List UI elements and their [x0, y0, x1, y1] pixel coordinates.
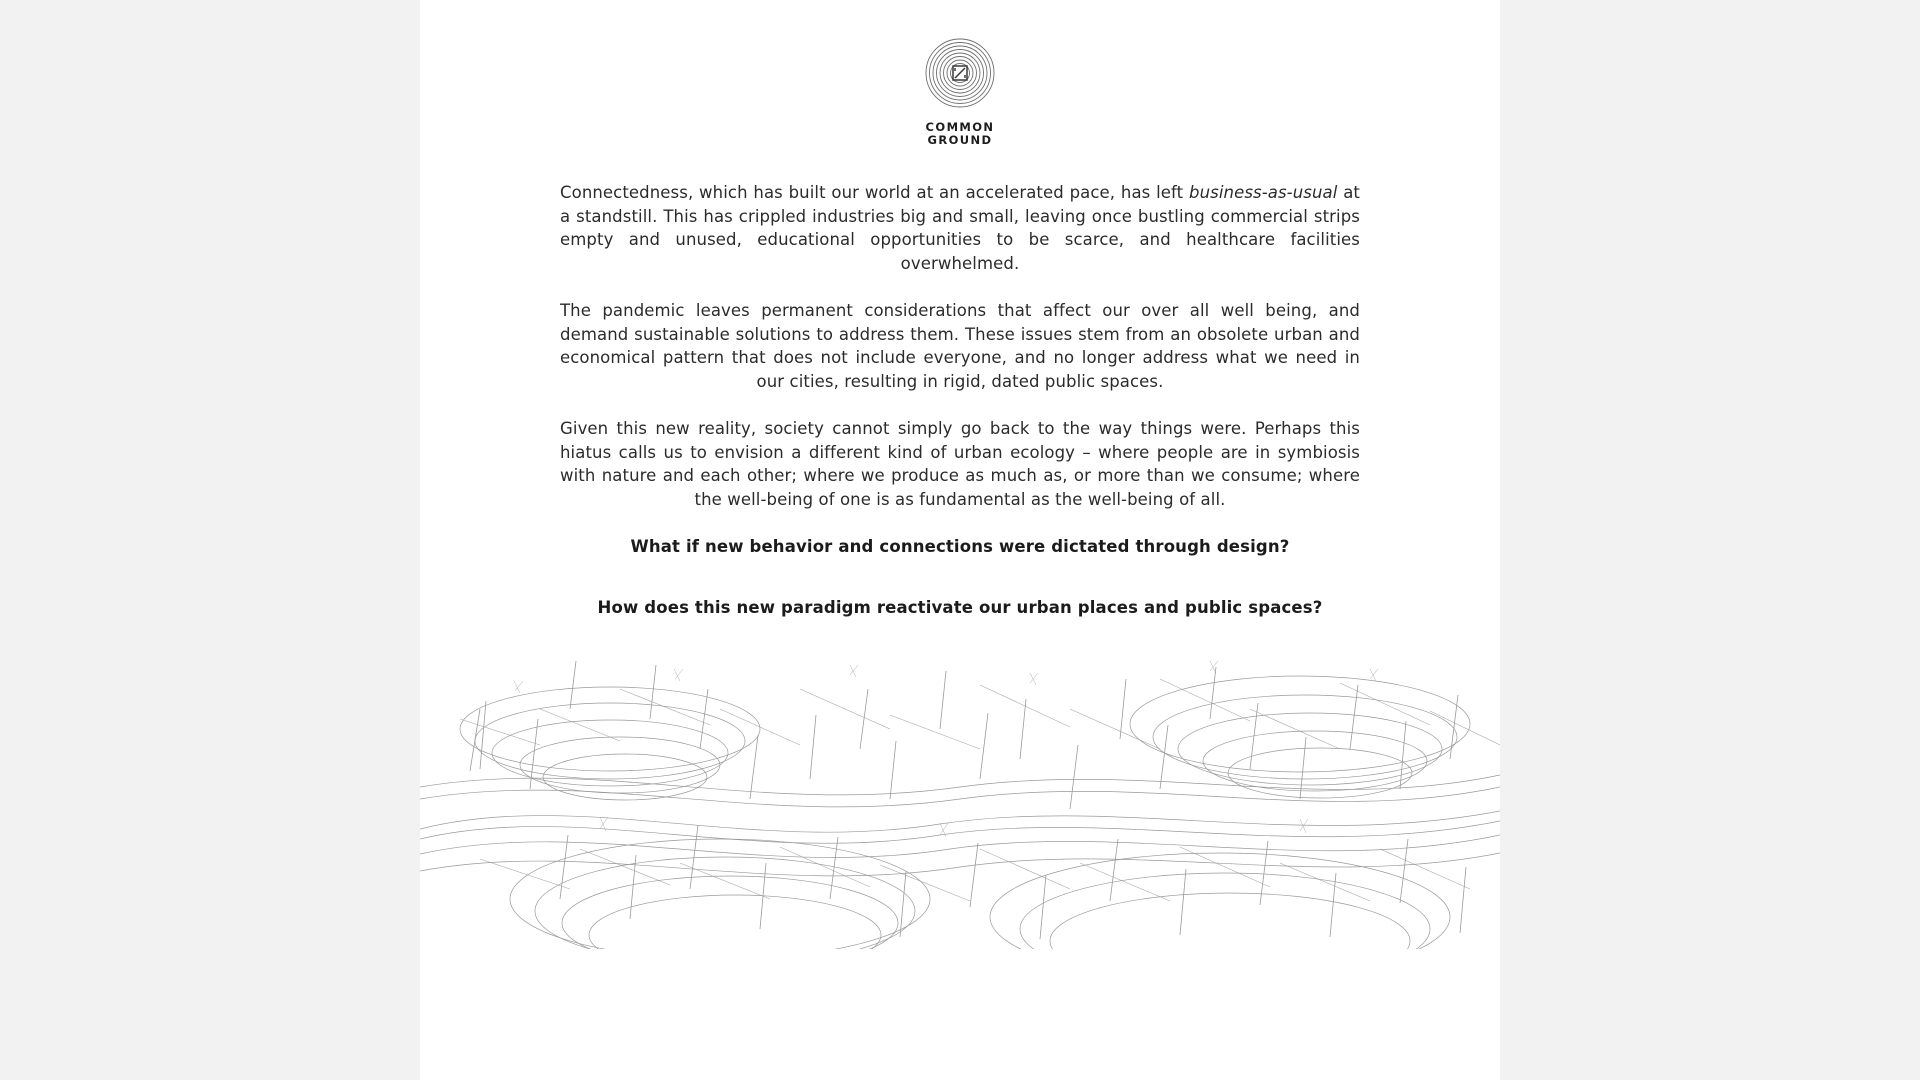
paragraph-2 [560, 299, 1360, 393]
urban-ecology-line-sketch-image [420, 649, 1500, 949]
paragraph-segment: at a standstill. This has crippled industries big and small, leaving once bustling commercial strips empty and unused, educational opportunities to be scarce, and healthcare facilities overwhelmed. [560, 183, 1360, 273]
concentric-spiral-logo-icon [925, 38, 995, 108]
document-page [420, 0, 1500, 1080]
paragraph-segment: Connectedness, which has built our world at an accelerated pace, has left [560, 183, 1189, 202]
brand-wordmark-line1: COMMON [925, 120, 995, 134]
paragraph-1 [560, 181, 1360, 275]
paragraph-segment: The pandemic leaves permanent considerations that affect our over all well being, and demand sustainable solutions to address them. These issues stem from an obsolete urban and economical pattern that does not include everyone, and no longer address what we need in our cities, resulting in rigid, dated public spaces. [560, 301, 1360, 391]
paragraph-segment: business-as-usual [1189, 183, 1338, 202]
paragraph-3 [560, 417, 1360, 511]
question-2: How does this new paradigm reactivate our urban places and public spaces? [597, 598, 1323, 617]
question-1: What if new behavior and connections were dictated through design? [630, 537, 1290, 556]
paragraph-segment: Given this new reality, society cannot simply go back to the way things were. Perhaps this hiatus calls us to envision a different kind of urban ecology – where people are in symbiosis with nature and each other; where we produce as much as, or more than we consume; where the well-being of one is as fundamental as the well-being of all. [560, 419, 1360, 509]
document-body [560, 147, 1360, 619]
brand-wordmark-line2: GROUND [927, 133, 993, 147]
brand-wordmark [926, 121, 995, 147]
brand-logo [420, 0, 1500, 147]
